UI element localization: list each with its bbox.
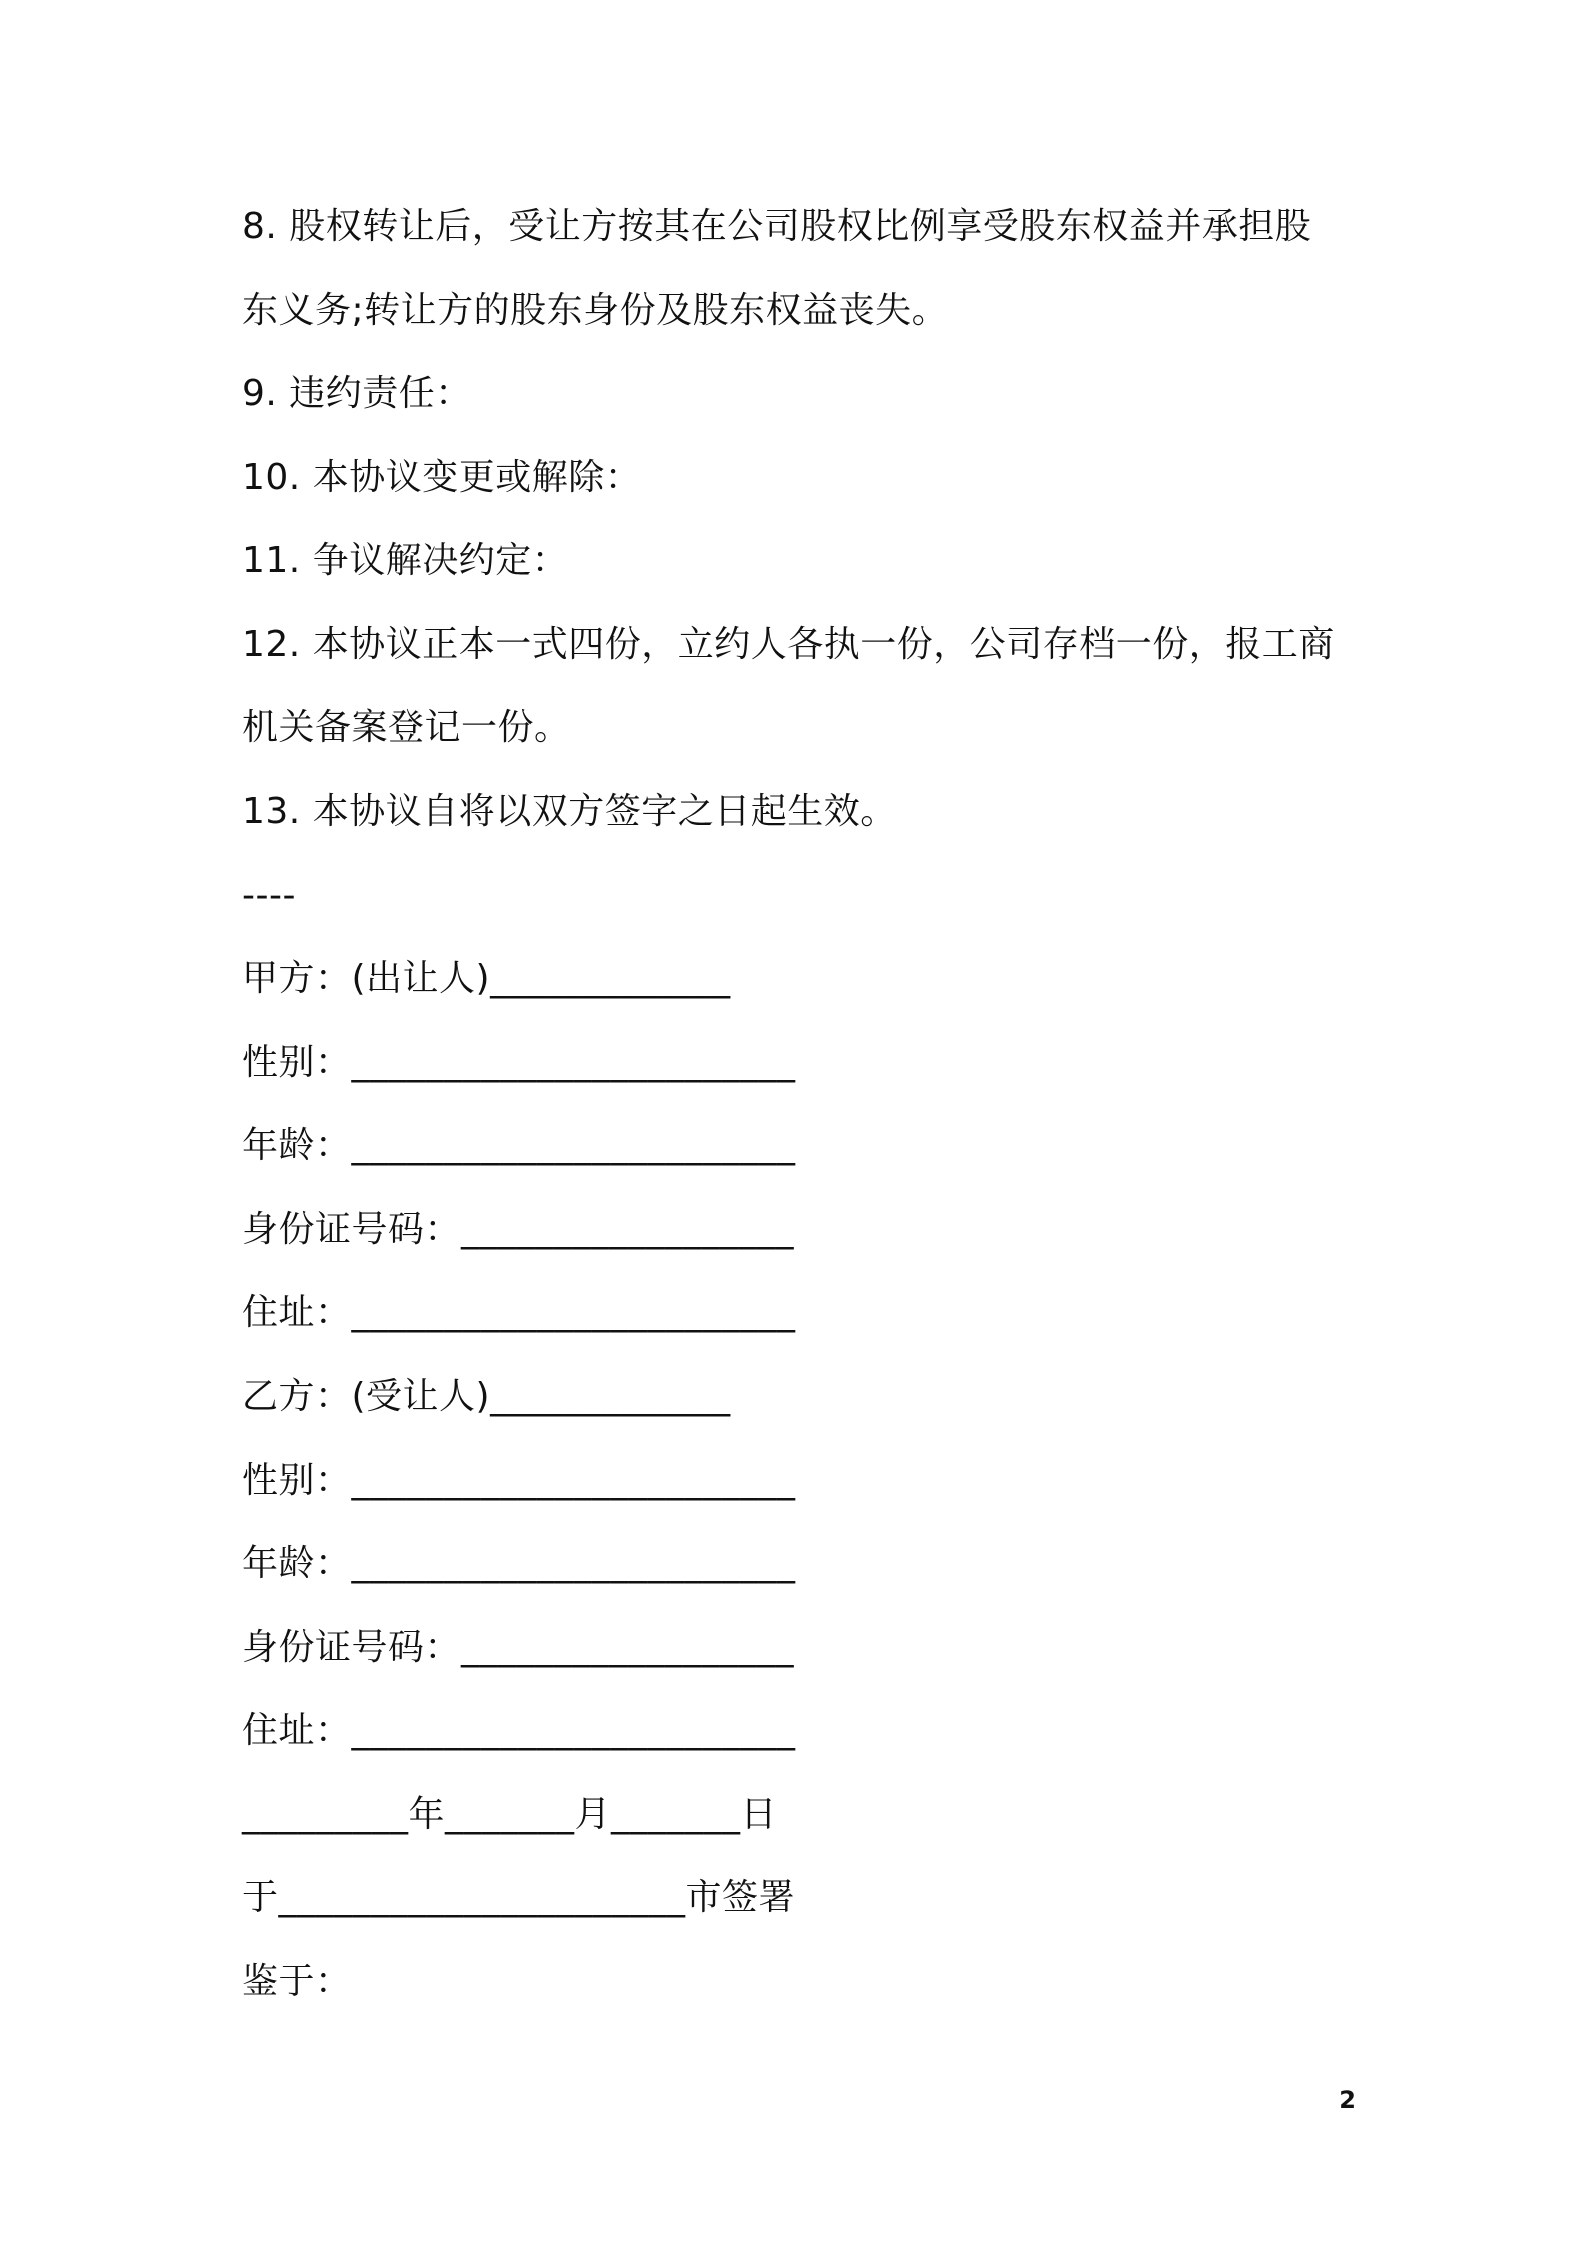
signing-date: _________年_______月_______日: [242, 1794, 777, 1835]
clause-8-line-2: 东义务;转让方的股东身份及股东权益丧失。: [242, 290, 949, 331]
clause-8-line-1: 8. 股权转让后，受让方按其在公司股权比例享受股东权益并承担股: [242, 206, 1312, 247]
party-a-age: 年龄：________________________: [242, 1125, 796, 1166]
separator: ----: [242, 875, 296, 916]
clause-9: 9. 违约责任：: [242, 373, 472, 414]
clause-13: 13. 本协议自将以双方签字之日起生效。: [242, 791, 897, 832]
party-b-gender: 性别：________________________: [242, 1460, 796, 1501]
page-number: 2: [1339, 2086, 1356, 2114]
party-a-address: 住址：________________________: [242, 1292, 796, 1333]
party-b-label: 乙方：(受让人)_____________: [242, 1376, 731, 1417]
clause-12-line-1: 12. 本协议正本一式四份，立约人各执一份，公司存档一份，报工商: [242, 624, 1335, 665]
party-a-gender: 性别：________________________: [242, 1042, 796, 1083]
whereas-heading: 鉴于：: [242, 1961, 352, 2002]
party-b-id-number: 身份证号码：__________________: [242, 1627, 795, 1668]
party-a-id-number: 身份证号码：__________________: [242, 1209, 795, 1250]
party-a-label: 甲方：(出让人)_____________: [242, 958, 731, 999]
clause-10: 10. 本协议变更或解除：: [242, 457, 642, 498]
party-b-age: 年龄：________________________: [242, 1543, 796, 1584]
clause-12-line-2: 机关备案登记一份。: [242, 707, 571, 748]
party-b-address: 住址：________________________: [242, 1710, 796, 1751]
clause-11: 11. 争议解决约定：: [242, 540, 569, 581]
signing-place: 于______________________市签署: [242, 1877, 796, 1918]
